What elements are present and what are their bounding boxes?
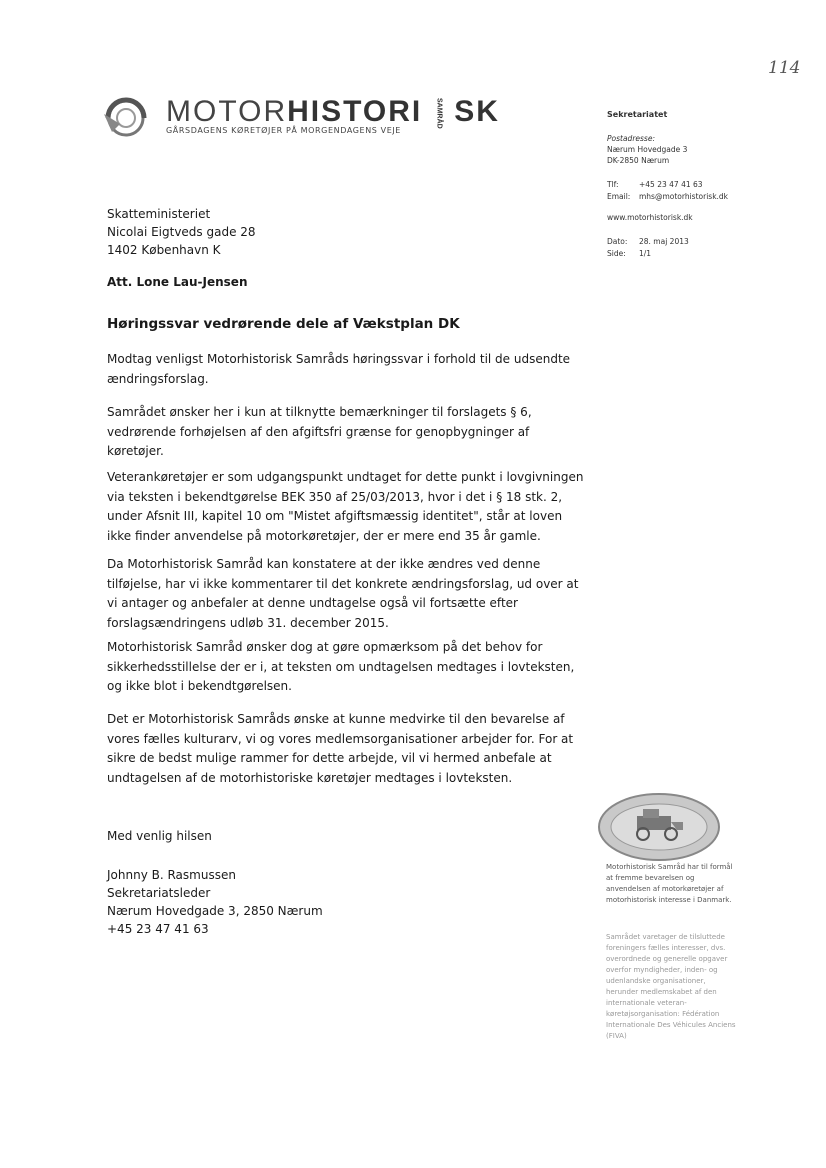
- handwritten-page-number: 114: [768, 58, 801, 78]
- body-paragraph: Modtag venligst Motorhistorisk Samråds høringssvar i forhold til de udsendte ændringsforslag.: [107, 352, 571, 386]
- sender-address-line2: DK-2850 Nærum: [607, 156, 670, 165]
- body-paragraph: Da Motorhistorisk Samråd kan konstatere at der ikke ændres ved denne tilføjelse, har vi ikke kommentarer til det konkrete ændringsforslag, ud over at vi antager og anbefaler at denne undtagelse også vil fortsætte efter forslagsændringens udløb 31. december 2015.: [107, 557, 579, 630]
- signature-phone: +45 23 47 41 63: [107, 922, 209, 936]
- sender-address-line1: Nærum Hovedgade 3: [607, 145, 688, 154]
- logo-tagline: GÅRSDAGENS KØRETØJER PÅ MORGENDAGENS VEJE: [166, 126, 401, 135]
- sender-heading: Sekretariatet: [607, 110, 668, 119]
- sender-website: www.motorhistorisk.dk: [607, 213, 693, 222]
- recipient-street: Nicolai Eigtveds gade 28: [107, 225, 256, 239]
- letter-date: Dato: 28. maj 2013: [607, 237, 689, 246]
- sender-email: Email: mhs@motorhistorisk.dk: [607, 192, 729, 201]
- side-info-text: Motorhistorisk Samråd har til formål at fremme bevarelsen og anvendelsen af motorkøretøjer af motorhistorisk interesse i Danmark.: [606, 863, 733, 904]
- body-paragraph: Veterankøretøjer er som udgangspunkt undtaget for dette punkt i lovgivningen via teksten i bekendtgørelse BEK 350 af 25/03/2013, hvor i det i § 18 stk. 2, under Afsnit III, kapitel 10 om "Mistet afgiftsmæssig identitet", står at loven ikke finder anvendelse på motorkøretøjer, der er mere end 35 år gamle.: [107, 470, 584, 543]
- body-paragraph: Det er Motorhistorisk Samråds ønske at kunne medvirke til den bevarelse af vores fælles kulturarv, vi og vores medlemsorganisationer arbejder for. For at sikre de bedst mulige rammer for dette arbejde, vil vi hermed anbefale at undtagelsen af de motorhistoriske køretøjer medtages i lovteksten.: [107, 712, 574, 785]
- logo-wordmark: MOTORHISTORI SAMRÅD SK: [166, 95, 500, 129]
- signature-name: Johnny B. Rasmussen: [107, 868, 236, 882]
- recipient-name: Skatteministeriet: [107, 207, 211, 221]
- signature-title: Sekretariatsleder: [107, 886, 211, 900]
- letter-subject: Høringssvar vedrørende dele af Vækstplan DK: [107, 316, 460, 332]
- vintage-car-badge-icon: [597, 792, 721, 862]
- body-paragraph: Samrådet ønsker her i kun at tilknytte bemærkninger til forslagets § 6, vedrørende forhøjelsen af den afgiftsfri grænse for genopbygninger af køretøjer.: [107, 405, 532, 458]
- body-paragraph: Motorhistorisk Samråd ønsker dog at gøre opmærksom på det behov for sikkerhedsstillelse der er i, at teksten om undtagelsen medtages i lovteksten, og ikke blot i bekendtgørelsen.: [107, 640, 575, 693]
- sender-phone: Tlf: +45 23 47 41 63: [607, 180, 703, 189]
- closing-greeting: Med venlig hilsen: [107, 829, 212, 843]
- recipient-city: 1402 København K: [107, 243, 221, 257]
- attention-line: Att. Lone Lau-Jensen: [107, 275, 248, 289]
- post-address-label: Postadresse:: [607, 134, 655, 143]
- page-count: Side: 1/1: [607, 249, 652, 258]
- signature-address: Nærum Hovedgade 3, 2850 Nærum: [107, 904, 323, 918]
- side-info-text-faded: Samrådet varetager de tilsluttede foreningers fælles interesser, dvs. overordnede og generelle opgaver overfor myndigheder, inden- og udenlandske organisationer, herunder medlemskabet af den internationale veteran-køretøjsorganisation: Fédération Internationale Des Véhicules Anciens (FIVA): [606, 933, 736, 1040]
